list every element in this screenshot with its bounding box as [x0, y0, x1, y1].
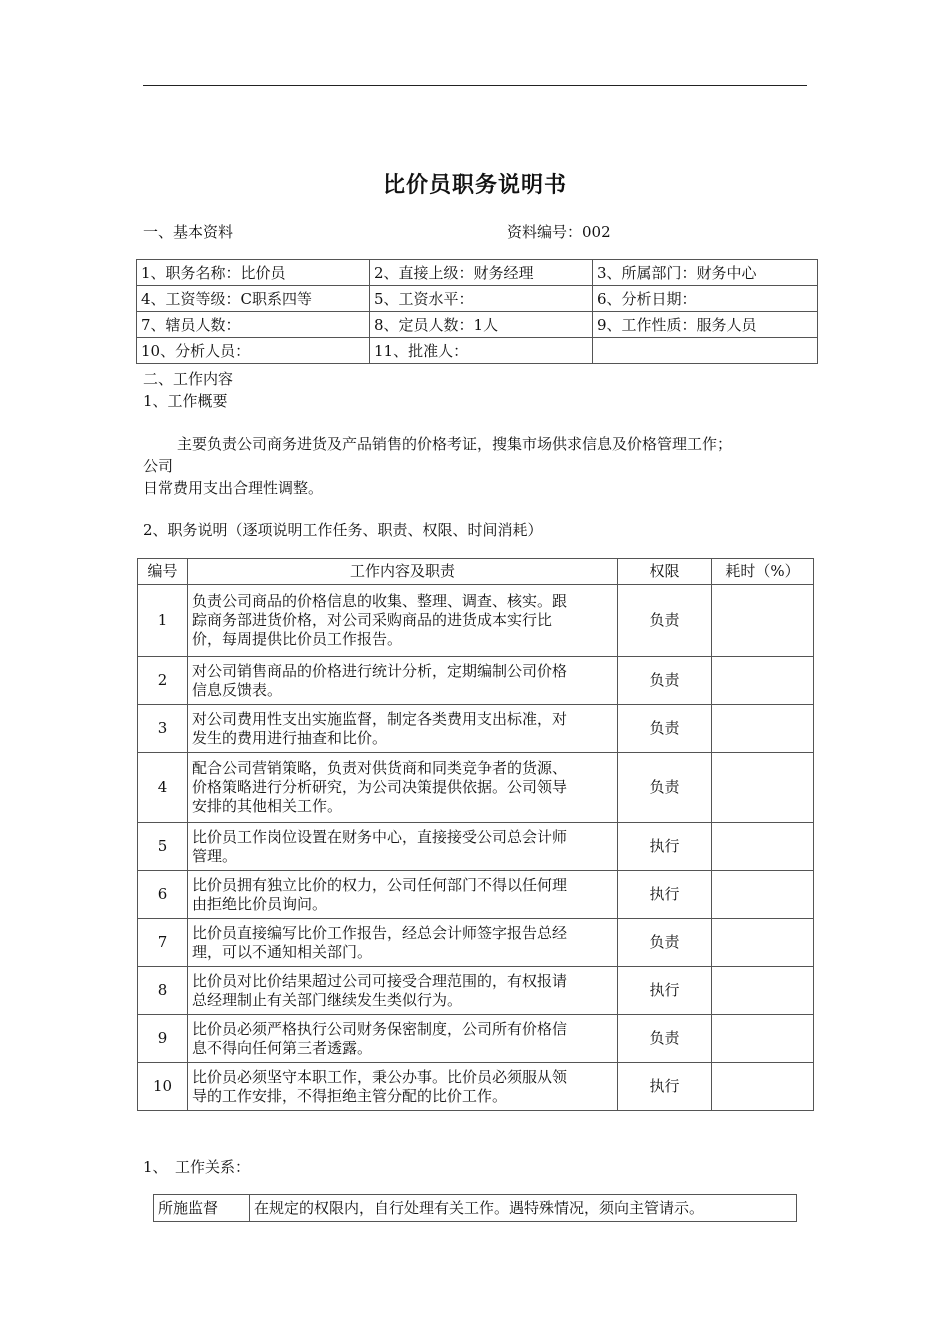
overview-heading: 1、工作概要: [143, 392, 228, 410]
document-title: 比价员职务说明书: [382, 173, 567, 198]
header-number: 编号: [138, 559, 188, 585]
duty-authority: 负责: [618, 753, 712, 823]
basic-info-table: [136, 259, 818, 364]
duty-content: [188, 871, 618, 919]
relations-label: 所施监督: [154, 1195, 250, 1222]
duty-number: 5: [138, 823, 188, 871]
duty-row: [138, 657, 814, 705]
duty-content-line: 对公司销售商品的价格进行统计分析，定期编制公司价格: [192, 661, 568, 680]
basic-info-row: [137, 312, 818, 338]
section-work-heading: 二、工作内容: [143, 370, 234, 388]
duty-row: [138, 1063, 814, 1111]
basic-info-row: [137, 286, 818, 312]
duty-number: 8: [138, 967, 188, 1015]
relations-text: 在规定的权限内，自行处理有关工作。遇特殊情况，须向主管请示。: [250, 1195, 797, 1222]
duty-row: [138, 705, 814, 753]
duty-content-line: 安排的其他相关工作。: [192, 797, 343, 815]
basic-info-cell: 8、定员人数：1人: [370, 312, 593, 338]
duty-content-line: 配合公司营销策略，负责对供货商和同类竞争者的货源、: [192, 759, 568, 777]
duty-content: [188, 657, 618, 705]
duty-content-line: 比价员直接编写比价工作报告，经总会计师签字报告总经: [192, 923, 568, 942]
duty-number: 4: [138, 753, 188, 823]
basic-info-cell: 3、所属部门：财务中心: [593, 260, 818, 286]
duty-time: [712, 823, 814, 871]
duty-time: [712, 919, 814, 967]
duty-number: 6: [138, 871, 188, 919]
duty-table: [137, 558, 814, 1111]
duty-authority: 负责: [618, 585, 712, 657]
relations-table: [153, 1194, 797, 1222]
relations-row: [154, 1195, 797, 1222]
duty-content-line: 息不得向任何第三者透露。: [192, 1038, 373, 1057]
basic-info-cell: 10、分析人员：: [137, 338, 370, 364]
duty-number: 9: [138, 1015, 188, 1063]
overview-text-line2: 公司: [143, 457, 174, 475]
header-content: 工作内容及职责: [188, 559, 618, 585]
duty-content: [188, 1063, 618, 1111]
duty-content-line: 比价员对比价结果超过公司可接受合理范围的，有权报请: [192, 971, 568, 990]
header-authority: 权限: [618, 559, 712, 585]
duty-time: [712, 871, 814, 919]
basic-info-cell: 5、工资水平：: [370, 286, 593, 312]
duty-time: [712, 705, 814, 753]
duty-number: 1: [138, 585, 188, 657]
duty-authority: 执行: [618, 1063, 712, 1111]
duty-authority: 负责: [618, 705, 712, 753]
duty-time: [712, 1015, 814, 1063]
duty-content: [188, 823, 618, 871]
duty-content: [188, 919, 618, 967]
duty-time: [712, 967, 814, 1015]
duty-row: [138, 585, 814, 657]
duty-authority: 执行: [618, 967, 712, 1015]
duty-content: [188, 585, 618, 657]
duty-number: 7: [138, 919, 188, 967]
duty-content: [188, 967, 618, 1015]
basic-info-cell: 2、直接上级：财务经理: [370, 260, 593, 286]
duty-content-line: 管理。: [192, 846, 238, 865]
basic-info-cell: 11、批准人：: [370, 338, 593, 364]
basic-info-cell: 7、辖员人数：: [137, 312, 370, 338]
duty-content-line: 比价员必须坚守本职工作，秉公办事。比价员必须服从领: [192, 1067, 568, 1086]
basic-info-cell: [593, 338, 818, 364]
basic-info-cell: 9、工作性质：服务人员: [593, 312, 818, 338]
header-rule: [143, 85, 807, 86]
duty-content-line: 对公司费用性支出实施监督，制定各类费用支出标准，对: [192, 709, 568, 728]
duty-time: [712, 1063, 814, 1111]
duty-number: 3: [138, 705, 188, 753]
duty-content-line: 价格策略进行分析研究，为公司决策提供依据。公司领导: [192, 778, 568, 796]
duty-content: [188, 705, 618, 753]
header-time: 耗时（%）: [712, 559, 814, 585]
duty-content-line: 导的工作安排，不得拒绝主管分配的比价工作。: [192, 1086, 508, 1105]
duty-content-line: 比价员工作岗位设置在财务中心，直接接受公司总会计师: [192, 827, 568, 846]
basic-info-cell: 6、分析日期：: [593, 286, 818, 312]
basic-info-cell: 1、职务名称：比价员: [137, 260, 370, 286]
duty-content-line: 负责公司商品的价格信息的收集、整理、调查、核实。跟: [192, 592, 568, 610]
duty-row: [138, 753, 814, 823]
duty-authority: 负责: [618, 1015, 712, 1063]
duty-row: [138, 1015, 814, 1063]
duty-content-line: 信息反馈表。: [192, 680, 283, 699]
basic-info-row: [137, 260, 818, 286]
duty-authority: 负责: [618, 657, 712, 705]
duty-row: [138, 967, 814, 1015]
duty-time: [712, 657, 814, 705]
relations-heading: 1、 工作关系：: [143, 1158, 251, 1176]
basic-info-cell: 4、工资等级：C职系四等: [137, 286, 370, 312]
duty-row: [138, 871, 814, 919]
duty-row: [138, 919, 814, 967]
duty-row: [138, 823, 814, 871]
duty-content-line: 理，可以不通知相关部门。: [192, 942, 373, 961]
duty-content: [188, 1015, 618, 1063]
duty-content-line: 由拒绝比价员询问。: [192, 894, 328, 913]
section-basic-heading: 一、基本资料: [143, 223, 234, 241]
basic-info-row: [137, 338, 818, 364]
duty-content-line: 发生的费用进行抽查和比价。: [192, 728, 388, 747]
duty-content-line: 比价员必须严格执行公司财务保密制度，公司所有价格信: [192, 1019, 568, 1038]
overview-text-line3: 日常费用支出合理性调整。: [143, 479, 324, 497]
duty-authority: 执行: [618, 823, 712, 871]
duty-number: 10: [138, 1063, 188, 1111]
duty-number: 2: [138, 657, 188, 705]
duty-content-line: 总经理制止有关部门继续发生类似行为。: [192, 990, 463, 1009]
duty-content: [188, 753, 618, 823]
duty-time: [712, 753, 814, 823]
duty-content-line: 价，每周提供比价员工作报告。: [192, 630, 403, 648]
duty-authority: 执行: [618, 871, 712, 919]
document-number: 资料编号：002: [507, 223, 611, 241]
duty-authority: 负责: [618, 919, 712, 967]
duty-content-line: 踪商务部进货价格，对公司采购商品的进货成本实行比: [192, 611, 553, 629]
duty-time: [712, 585, 814, 657]
duty-content-line: 比价员拥有独立比价的权力，公司任何部门不得以任何理: [192, 875, 568, 894]
overview-text-line1: 主要负责公司商务进货及产品销售的价格考证，搜集市场供求信息及价格管理工作；: [177, 435, 733, 453]
duties-heading: 2、职务说明（逐项说明工作任务、职责、权限、时间消耗）: [143, 521, 543, 539]
